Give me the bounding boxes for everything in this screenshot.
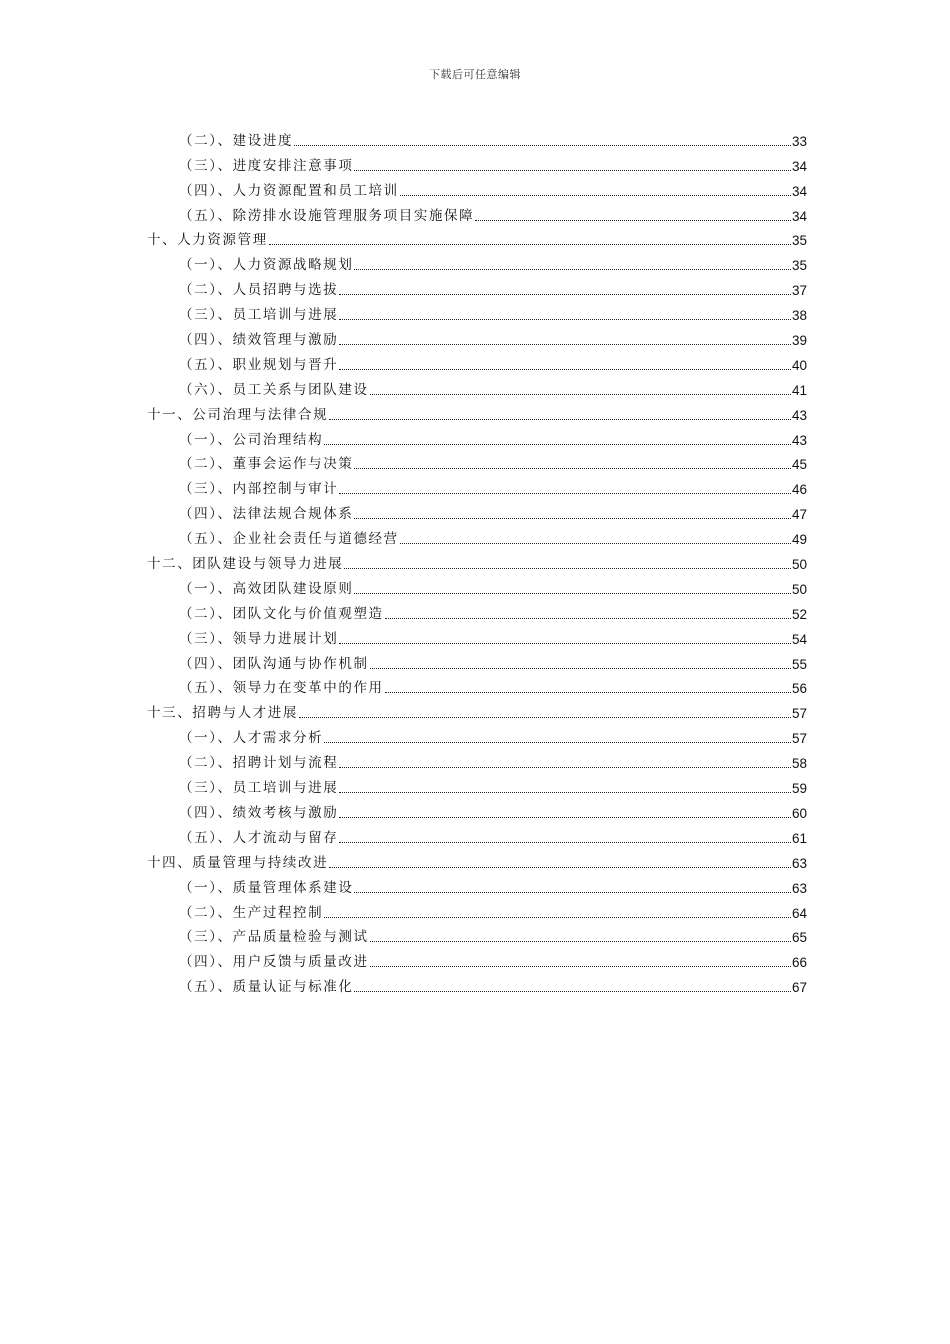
toc-dot-leader xyxy=(385,692,791,693)
toc-page-number: 39 xyxy=(791,333,807,349)
toc-dot-leader xyxy=(354,170,791,171)
toc-page-number: 60 xyxy=(791,805,807,821)
toc-page-number: 35 xyxy=(791,233,807,249)
toc-entry-title: （三）、产品质量检验与测试 xyxy=(179,929,369,946)
toc-entry-title: 十一、公司治理与法律合规 xyxy=(147,406,329,423)
toc-section-entry[interactable] xyxy=(147,523,807,548)
toc-entry-title: （三）、进度安排注意事项 xyxy=(179,157,354,174)
toc-dot-leader xyxy=(324,742,791,743)
toc-dot-leader xyxy=(339,643,791,644)
toc-dot-leader xyxy=(400,195,791,196)
toc-dot-leader xyxy=(339,493,791,494)
table-of-contents xyxy=(147,125,807,996)
toc-dot-leader xyxy=(299,717,791,718)
toc-section-entry[interactable] xyxy=(147,299,807,324)
toc-chapter-entry[interactable] xyxy=(147,399,807,424)
toc-page-number: 63 xyxy=(791,880,807,896)
toc-dot-leader xyxy=(294,145,791,146)
toc-page-number: 65 xyxy=(791,930,807,946)
toc-page-number: 64 xyxy=(791,905,807,921)
toc-section-entry[interactable] xyxy=(147,175,807,200)
toc-page-number: 37 xyxy=(791,283,807,299)
toc-page-number: 57 xyxy=(791,731,807,747)
toc-page-number: 66 xyxy=(791,955,807,971)
toc-dot-leader xyxy=(324,444,791,445)
toc-dot-leader xyxy=(339,344,791,345)
toc-section-entry[interactable] xyxy=(147,200,807,225)
toc-page-number: 59 xyxy=(791,781,807,797)
toc-entry-title: （三）、领导力进展计划 xyxy=(179,630,339,647)
toc-section-entry[interactable] xyxy=(147,473,807,498)
toc-entry-title: （一）、高效团队建设原则 xyxy=(179,580,354,597)
toc-section-entry[interactable] xyxy=(147,374,807,399)
toc-entry-title: （五）、质量认证与标准化 xyxy=(179,979,354,996)
toc-page-number: 58 xyxy=(791,756,807,772)
toc-section-entry[interactable] xyxy=(147,424,807,449)
toc-dot-leader xyxy=(354,892,791,893)
toc-entry-title: （三）、员工培训与进展 xyxy=(179,307,339,324)
toc-entry-title: （一）、质量管理体系建设 xyxy=(179,879,354,896)
toc-entry-title: （二）、建设进度 xyxy=(179,132,294,149)
toc-section-entry[interactable] xyxy=(147,797,807,822)
toc-entry-title: （二）、团队文化与价值观塑造 xyxy=(179,605,384,622)
toc-section-entry[interactable] xyxy=(147,747,807,772)
toc-section-entry[interactable] xyxy=(147,897,807,922)
toc-page-number: 43 xyxy=(791,432,807,448)
toc-entry-title: （四）、人力资源配置和员工培训 xyxy=(179,182,399,199)
toc-entry-title: （二）、董事会运作与决策 xyxy=(179,456,354,473)
toc-page-number: 57 xyxy=(791,706,807,722)
toc-page-number: 63 xyxy=(791,855,807,871)
toc-entry-title: （一）、人才需求分析 xyxy=(179,730,324,747)
toc-entry-title: （二）、生产过程控制 xyxy=(179,904,324,921)
toc-dot-leader xyxy=(339,767,791,768)
toc-section-entry[interactable] xyxy=(147,150,807,175)
toc-entry-title: （五）、除涝排水设施管理服务项目实施保障 xyxy=(179,207,475,224)
toc-section-entry[interactable] xyxy=(147,324,807,349)
toc-entry-title: 十三、招聘与人才进展 xyxy=(147,705,298,722)
toc-dot-leader xyxy=(339,369,791,370)
toc-page-number: 41 xyxy=(791,382,807,398)
toc-dot-leader xyxy=(329,867,791,868)
toc-section-entry[interactable] xyxy=(147,872,807,897)
toc-dot-leader xyxy=(370,394,791,395)
toc-page-number: 54 xyxy=(791,631,807,647)
toc-dot-leader xyxy=(339,817,791,818)
toc-dot-leader xyxy=(339,319,791,320)
toc-dot-leader xyxy=(354,518,791,519)
toc-section-entry[interactable] xyxy=(147,673,807,698)
toc-entry-title: （五）、人才流动与留存 xyxy=(179,829,339,846)
toc-page-number: 35 xyxy=(791,258,807,274)
toc-dot-leader xyxy=(329,419,791,420)
toc-dot-leader xyxy=(370,966,791,967)
toc-entry-title: （二）、人员招聘与选拔 xyxy=(179,282,339,299)
toc-dot-leader xyxy=(339,842,791,843)
toc-entry-title: （四）、法律法规合规体系 xyxy=(179,506,354,523)
toc-dot-leader xyxy=(354,269,791,270)
toc-section-entry[interactable] xyxy=(147,125,807,150)
toc-entry-title: （四）、绩效管理与激励 xyxy=(179,332,339,349)
toc-entry-title: （六）、员工关系与团队建设 xyxy=(179,381,369,398)
toc-dot-leader xyxy=(339,792,791,793)
toc-entry-title: （四）、绩效考核与激励 xyxy=(179,804,339,821)
toc-dot-leader xyxy=(354,468,791,469)
toc-page-number: 50 xyxy=(791,581,807,597)
page-header: 下载后可任意编辑 xyxy=(429,68,521,81)
toc-dot-leader xyxy=(400,543,791,544)
toc-page-number: 61 xyxy=(791,830,807,846)
toc-page-number: 67 xyxy=(791,980,807,996)
toc-page-number: 34 xyxy=(791,183,807,199)
toc-dot-leader xyxy=(339,294,791,295)
toc-section-entry[interactable] xyxy=(147,648,807,673)
toc-dot-leader xyxy=(370,668,791,669)
toc-page-number: 34 xyxy=(791,208,807,224)
toc-page-number: 45 xyxy=(791,457,807,473)
toc-entry-title: （五）、企业社会责任与道德经营 xyxy=(179,531,399,548)
toc-section-entry[interactable] xyxy=(147,498,807,523)
toc-entry-title: （五）、领导力在变革中的作用 xyxy=(179,680,384,697)
toc-section-entry[interactable] xyxy=(147,573,807,598)
toc-section-entry[interactable] xyxy=(147,449,807,474)
toc-page-number: 49 xyxy=(791,532,807,548)
toc-entry-title: 十四、质量管理与持续改进 xyxy=(147,854,329,871)
toc-chapter-entry[interactable] xyxy=(147,225,807,250)
toc-page-number: 33 xyxy=(791,133,807,149)
toc-entry-title: （四）、团队沟通与协作机制 xyxy=(179,655,369,672)
toc-page-number: 43 xyxy=(791,407,807,423)
toc-section-entry[interactable] xyxy=(147,971,807,996)
toc-page-number: 55 xyxy=(791,656,807,672)
toc-section-entry[interactable] xyxy=(147,722,807,747)
toc-page-number: 50 xyxy=(791,557,807,573)
toc-entry-title: （三）、内部控制与审计 xyxy=(179,481,339,498)
toc-dot-leader xyxy=(385,618,791,619)
toc-entry-title: 十、人力资源管理 xyxy=(147,232,268,249)
toc-dot-leader xyxy=(344,568,791,569)
toc-section-entry[interactable] xyxy=(147,922,807,947)
toc-section-entry[interactable] xyxy=(147,249,807,274)
toc-section-entry[interactable] xyxy=(147,822,807,847)
toc-entry-title: （一）、人力资源战略规划 xyxy=(179,257,354,274)
toc-section-entry[interactable] xyxy=(147,946,807,971)
toc-page-number: 46 xyxy=(791,482,807,498)
toc-section-entry[interactable] xyxy=(147,349,807,374)
toc-section-entry[interactable] xyxy=(147,274,807,299)
toc-section-entry[interactable] xyxy=(147,623,807,648)
toc-dot-leader xyxy=(370,941,791,942)
toc-entry-title: （三）、员工培训与进展 xyxy=(179,780,339,797)
toc-page-number: 38 xyxy=(791,308,807,324)
toc-section-entry[interactable] xyxy=(147,772,807,797)
toc-page-number: 52 xyxy=(791,606,807,622)
toc-dot-leader xyxy=(354,991,791,992)
toc-entry-title: （五）、职业规划与晋升 xyxy=(179,356,339,373)
toc-dot-leader xyxy=(324,917,791,918)
toc-chapter-entry[interactable] xyxy=(147,697,807,722)
toc-dot-leader xyxy=(269,244,791,245)
toc-entry-title: 十二、团队建设与领导力进展 xyxy=(147,556,344,573)
toc-page-number: 34 xyxy=(791,158,807,174)
toc-entry-title: （四）、用户反馈与质量改进 xyxy=(179,954,369,971)
toc-chapter-entry[interactable] xyxy=(147,548,807,573)
toc-page-number: 47 xyxy=(791,507,807,523)
toc-dot-leader xyxy=(475,220,791,221)
toc-page-number: 40 xyxy=(791,357,807,373)
toc-section-entry[interactable] xyxy=(147,598,807,623)
toc-entry-title: （二）、招聘计划与流程 xyxy=(179,755,339,772)
toc-page-number: 56 xyxy=(791,681,807,697)
toc-entry-title: （一）、公司治理结构 xyxy=(179,431,324,448)
toc-dot-leader xyxy=(354,593,791,594)
toc-chapter-entry[interactable] xyxy=(147,847,807,872)
